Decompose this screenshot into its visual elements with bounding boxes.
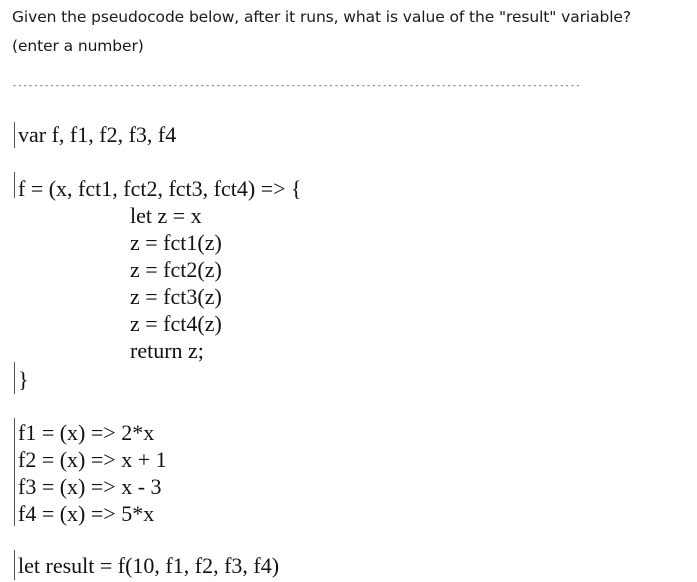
code-line-fct4: z = fct4(z) — [130, 311, 222, 336]
code-line-let-z: let z = x — [130, 203, 202, 228]
code-line-result: let result = f(10, f1, f2, f3, f4) — [18, 553, 280, 578]
code-line-close-brace: } — [18, 367, 29, 392]
code-margin-bar — [14, 362, 15, 394]
question-prompt — [12, 3, 696, 61]
code-line-fct2: z = fct2(z) — [130, 257, 222, 282]
code-line-var-decl: var f, f1, f2, f3, f4 — [18, 122, 177, 147]
code-line-f3: f3 = (x) => x - 3 — [18, 474, 162, 499]
code-margin-bar — [14, 122, 15, 148]
code-line-fct3: z = fct3(z) — [130, 284, 222, 309]
code-line-f4: f4 = (x) => 5*x — [18, 501, 155, 526]
question-text: Given the pseudocode below, after it runs, what is value of the "result" variable? — [12, 8, 631, 26]
code-line-return: return z; — [130, 338, 204, 363]
dashed-separator: ---------------------------------------------------------------------------------------------------------- — [12, 81, 581, 90]
code-margin-bar — [14, 550, 15, 580]
code-line-fct1: z = fct1(z) — [130, 230, 222, 255]
code-margin-bar — [14, 172, 15, 198]
question-instruction: (enter a number) — [12, 37, 144, 55]
code-line-f1: f1 = (x) => 2*x — [18, 420, 155, 445]
code-line-func-def: f = (x, fct1, fct2, fct3, fct4) => { — [18, 176, 302, 201]
code-margin-bar — [14, 418, 15, 526]
code-line-f2: f2 = (x) => x + 1 — [18, 447, 167, 472]
